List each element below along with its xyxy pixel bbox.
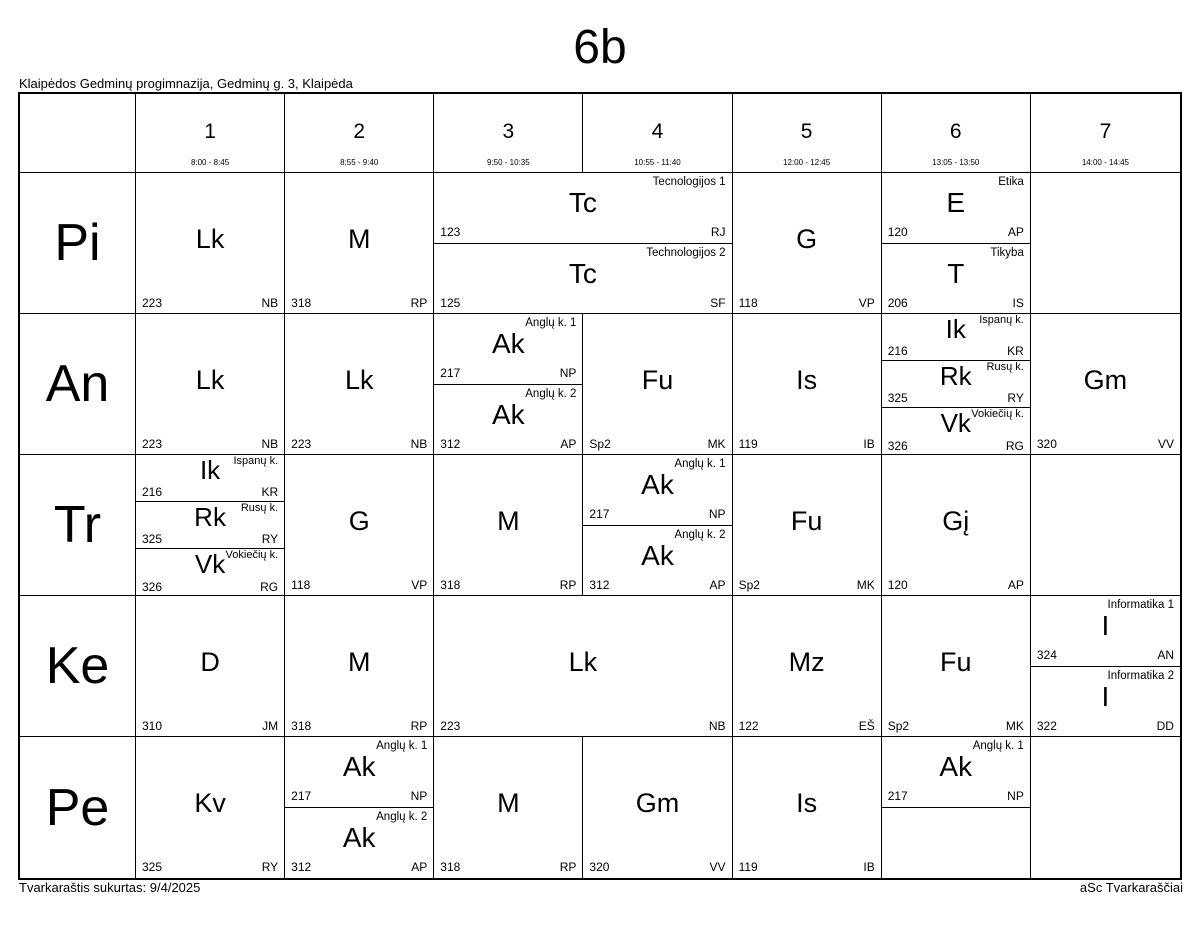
lesson-cell bbox=[882, 737, 1031, 878]
lesson-cell bbox=[136, 173, 285, 314]
subject-code: Is bbox=[796, 787, 818, 818]
period-number: 3 bbox=[502, 120, 515, 143]
room-number: 217 bbox=[291, 788, 312, 803]
lesson-part bbox=[434, 244, 731, 315]
group-name: Tikyba bbox=[990, 246, 1024, 259]
room-number: 216 bbox=[887, 344, 908, 358]
period-header bbox=[1031, 94, 1180, 173]
group-name: Vokiečių k. bbox=[971, 408, 1024, 420]
subject-code: Gį bbox=[942, 505, 970, 536]
teacher-initials: NP bbox=[708, 506, 726, 521]
day-label: Tr bbox=[20, 455, 136, 596]
subject-code: Gm bbox=[635, 787, 680, 818]
corner-cell bbox=[20, 94, 136, 173]
lesson-part bbox=[434, 737, 582, 878]
teacher-initials: AN bbox=[1157, 647, 1174, 662]
teacher-initials: AP bbox=[1007, 578, 1024, 592]
lesson-cell bbox=[583, 737, 732, 878]
room-number: 312 bbox=[589, 578, 610, 592]
room-number: 324 bbox=[1036, 647, 1057, 662]
period-time: 12:00 - 12:45 bbox=[783, 158, 831, 167]
subject-code: Rk bbox=[194, 502, 226, 532]
lesson-cell bbox=[285, 455, 434, 596]
teacher-initials: SF bbox=[710, 296, 726, 310]
period-time: 13:05 - 13:50 bbox=[932, 158, 980, 167]
lesson-part bbox=[1031, 596, 1180, 667]
lesson-part bbox=[136, 737, 284, 878]
room-number: 217 bbox=[440, 365, 461, 380]
lesson-cell bbox=[1031, 596, 1180, 737]
lesson-part bbox=[583, 455, 731, 526]
lesson-part bbox=[434, 173, 731, 244]
room-number: 310 bbox=[142, 719, 163, 733]
teacher-initials: AP bbox=[709, 578, 726, 592]
period-time: 14:00 - 14:45 bbox=[1081, 158, 1129, 167]
lesson-cell bbox=[583, 455, 732, 596]
room-number: 320 bbox=[1036, 437, 1057, 451]
teacher-initials: MK bbox=[707, 437, 726, 451]
subject-code: Lk bbox=[195, 364, 225, 395]
room-number: 326 bbox=[142, 580, 163, 594]
lesson-cell bbox=[882, 596, 1031, 737]
room-number: 312 bbox=[291, 860, 312, 874]
room-number: 318 bbox=[440, 860, 461, 874]
subject-code: I bbox=[1101, 680, 1110, 712]
room-number: 118 bbox=[738, 296, 758, 310]
lesson-part bbox=[733, 173, 881, 314]
lesson-cell bbox=[583, 314, 732, 455]
software-credit: aSc Tvarkaraščiai bbox=[1079, 880, 1183, 895]
lesson-cell bbox=[1031, 737, 1180, 878]
period-header bbox=[434, 94, 583, 173]
teacher-initials: IS bbox=[1012, 296, 1024, 310]
room-number: Sp2 bbox=[589, 437, 611, 451]
page-title: 6b bbox=[573, 21, 627, 74]
lesson-part bbox=[733, 455, 881, 596]
room-number: 318 bbox=[291, 296, 312, 310]
lesson-part bbox=[733, 314, 881, 455]
teacher-initials: VP bbox=[858, 296, 875, 310]
room-number: 119 bbox=[738, 860, 758, 874]
lesson-cell bbox=[136, 596, 285, 737]
created-date: Tvarkaraštis sukurtas: 9/4/2025 bbox=[19, 880, 201, 895]
subject-code: Ak bbox=[492, 398, 525, 430]
group-name: Informatika 1 bbox=[1107, 599, 1174, 611]
lesson-part bbox=[136, 173, 284, 314]
lesson-part bbox=[583, 526, 731, 597]
teacher-initials: DD bbox=[1156, 719, 1174, 733]
room-number: 325 bbox=[142, 860, 163, 874]
group-name: Anglų k. 2 bbox=[674, 528, 726, 541]
group-name: Anglų k. 1 bbox=[674, 458, 726, 470]
lesson-part bbox=[882, 596, 1030, 737]
lesson-part bbox=[285, 455, 433, 596]
lesson-part bbox=[434, 455, 582, 596]
day-label: Ke bbox=[20, 596, 136, 737]
subject-code: Lk bbox=[195, 223, 225, 254]
lesson-cell bbox=[136, 737, 285, 878]
group-name: Anglų k. 2 bbox=[376, 810, 428, 823]
subject-code: Kv bbox=[194, 787, 226, 818]
room-number: 312 bbox=[440, 437, 461, 451]
teacher-initials: KR bbox=[1007, 344, 1024, 358]
lesson-part bbox=[882, 244, 1030, 315]
teacher-initials: RP bbox=[559, 578, 577, 592]
lesson-cell bbox=[882, 455, 1031, 596]
subject-code: M bbox=[347, 223, 371, 254]
teacher-initials: NP bbox=[559, 365, 577, 380]
lesson-part bbox=[882, 737, 1030, 808]
timetable-grid bbox=[18, 92, 1182, 880]
period-header bbox=[882, 94, 1031, 173]
subject-code: Tc bbox=[568, 257, 597, 289]
subject-code: Tc bbox=[568, 187, 597, 218]
group-name: Ispanų k. bbox=[979, 314, 1024, 326]
teacher-initials: IB bbox=[863, 437, 875, 451]
lesson-part bbox=[136, 314, 284, 455]
lesson-cell bbox=[1031, 455, 1180, 596]
period-header bbox=[136, 94, 285, 173]
group-name: Anglų k. 1 bbox=[525, 317, 577, 329]
subject-code: G bbox=[348, 505, 370, 536]
group-name: Ispanų k. bbox=[233, 455, 279, 467]
subject-code: Is bbox=[796, 364, 818, 395]
room-number: 326 bbox=[887, 439, 908, 453]
lesson-cell bbox=[285, 314, 434, 455]
period-header bbox=[285, 94, 434, 173]
group-name: Tecnologijos 1 bbox=[652, 176, 726, 188]
teacher-initials: RY bbox=[261, 532, 279, 546]
group-name: Etika bbox=[998, 176, 1024, 188]
lesson-cell bbox=[285, 173, 434, 314]
lesson-part bbox=[285, 808, 433, 879]
lesson-cell bbox=[136, 455, 285, 596]
teacher-initials: NB bbox=[410, 437, 428, 451]
teacher-initials: NP bbox=[1007, 788, 1024, 803]
lesson-part bbox=[285, 737, 433, 808]
group-name: Informatika 2 bbox=[1107, 669, 1174, 682]
lesson-part bbox=[733, 737, 881, 878]
room-number: 122 bbox=[738, 719, 759, 733]
subject-code: E bbox=[946, 187, 966, 218]
lesson-cell bbox=[882, 173, 1031, 314]
teacher-initials: RP bbox=[559, 860, 577, 874]
room-number: 223 bbox=[142, 437, 163, 451]
room-number: Sp2 bbox=[738, 578, 760, 592]
teacher-initials: AP bbox=[560, 437, 577, 451]
period-time: 8:00 - 8:45 bbox=[190, 158, 230, 167]
lesson-part bbox=[434, 314, 582, 385]
subject-code: Ak bbox=[641, 469, 674, 500]
group-name: Rusų k. bbox=[986, 361, 1024, 373]
teacher-initials: RG bbox=[1005, 439, 1024, 453]
period-time: 8:55 - 9:40 bbox=[340, 158, 379, 167]
lesson-cell bbox=[882, 314, 1031, 455]
room-number: 120 bbox=[887, 578, 908, 592]
lesson-part bbox=[882, 361, 1030, 408]
lesson-cell bbox=[733, 596, 882, 737]
lesson-part bbox=[882, 808, 1030, 879]
subject-code: Mz bbox=[788, 646, 825, 677]
period-number: 6 bbox=[949, 120, 962, 143]
subject-code: Fu bbox=[940, 646, 972, 677]
period-number: 2 bbox=[353, 120, 366, 143]
lesson-part bbox=[583, 314, 731, 455]
lesson-part bbox=[136, 549, 284, 596]
group-name: Vokiečių k. bbox=[225, 549, 279, 561]
room-number: 223 bbox=[291, 437, 312, 451]
subject-code: Ik bbox=[199, 455, 221, 485]
room-number: 206 bbox=[887, 296, 908, 310]
lesson-part bbox=[882, 408, 1030, 455]
subject-code: Vk bbox=[940, 408, 971, 438]
room-number: 217 bbox=[589, 506, 610, 521]
group-name: Anglų k. 2 bbox=[525, 387, 577, 400]
lesson-part bbox=[882, 455, 1030, 596]
teacher-initials: NP bbox=[410, 788, 428, 803]
lesson-cell bbox=[733, 173, 882, 314]
day-label: Pi bbox=[20, 173, 136, 314]
lesson-part bbox=[285, 173, 433, 314]
teacher-initials: VV bbox=[709, 860, 726, 874]
group-name: Technologijos 2 bbox=[646, 246, 726, 259]
lesson-part bbox=[1031, 667, 1180, 738]
group-name: Anglų k. 1 bbox=[972, 740, 1024, 752]
teacher-initials: KR bbox=[261, 485, 279, 499]
lesson-part bbox=[882, 173, 1030, 244]
lesson-part bbox=[434, 385, 582, 456]
teacher-initials: JM bbox=[262, 719, 279, 733]
lesson-part bbox=[136, 455, 284, 502]
subject-code: Ak bbox=[342, 751, 376, 782]
lesson-cell bbox=[733, 314, 882, 455]
lesson-cell bbox=[434, 173, 732, 314]
room-number: 325 bbox=[887, 391, 908, 405]
room-number: 320 bbox=[589, 860, 610, 874]
lesson-cell bbox=[434, 596, 732, 737]
subject-code: Vk bbox=[194, 549, 226, 579]
teacher-initials: NB bbox=[261, 296, 279, 310]
lesson-part bbox=[285, 596, 433, 737]
room-number: 318 bbox=[291, 719, 312, 733]
teacher-initials: RJ bbox=[710, 224, 726, 239]
teacher-initials: AP bbox=[411, 860, 428, 874]
subject-code: Ak bbox=[641, 539, 674, 571]
teacher-initials: NB bbox=[708, 719, 726, 733]
subject-code: D bbox=[200, 646, 220, 677]
teacher-initials: VV bbox=[1157, 437, 1174, 451]
subject-code: Gm bbox=[1083, 364, 1128, 395]
room-number: 120 bbox=[887, 224, 908, 239]
room-number: 322 bbox=[1036, 719, 1057, 733]
lesson-cell bbox=[733, 455, 882, 596]
subject-code: Lk bbox=[344, 364, 374, 395]
subject-code: Fu bbox=[790, 505, 823, 536]
room-number: 123 bbox=[440, 224, 461, 239]
group-name: Rusų k. bbox=[240, 502, 279, 514]
day-label: Pe bbox=[20, 737, 136, 878]
teacher-initials: AP bbox=[1007, 224, 1024, 239]
room-number: 223 bbox=[440, 719, 461, 733]
subject-code: I bbox=[1101, 610, 1110, 641]
lesson-part bbox=[136, 596, 284, 737]
subject-code: Fu bbox=[641, 364, 674, 395]
subject-code: Ak bbox=[939, 751, 973, 782]
lesson-part bbox=[583, 737, 731, 878]
lesson-part bbox=[1031, 314, 1180, 455]
period-time: 10:55 - 11:40 bbox=[634, 158, 681, 167]
group-name: Anglų k. 1 bbox=[376, 740, 428, 752]
subject-code: G bbox=[796, 223, 818, 254]
day-label: An bbox=[20, 314, 136, 455]
lesson-cell bbox=[1031, 173, 1180, 314]
period-number: 4 bbox=[651, 120, 664, 143]
room-number: 119 bbox=[738, 437, 758, 451]
teacher-initials: RP bbox=[410, 296, 428, 310]
lesson-cell bbox=[1031, 314, 1180, 455]
lesson-part bbox=[136, 502, 284, 549]
subject-code: M bbox=[497, 505, 520, 536]
room-number: 318 bbox=[440, 578, 461, 592]
room-number: 325 bbox=[142, 532, 163, 546]
room-number: 223 bbox=[142, 296, 163, 310]
teacher-initials: EŠ bbox=[858, 719, 875, 733]
lesson-cell bbox=[733, 737, 882, 878]
teacher-initials: NB bbox=[261, 437, 279, 451]
subject-code: M bbox=[347, 646, 371, 677]
teacher-initials: MK bbox=[1005, 719, 1024, 733]
subject-code: T bbox=[947, 257, 965, 289]
teacher-initials: RP bbox=[410, 719, 428, 733]
subject-code: Ak bbox=[342, 821, 376, 853]
subject-code: Rk bbox=[939, 361, 972, 391]
period-number: 1 bbox=[204, 120, 216, 143]
teacher-initials: RY bbox=[261, 860, 279, 874]
teacher-initials: MK bbox=[856, 578, 875, 592]
period-header bbox=[733, 94, 882, 173]
period-time: 9:50 - 10:35 bbox=[487, 158, 530, 167]
lesson-part bbox=[285, 314, 433, 455]
room-number: 217 bbox=[887, 788, 908, 803]
lesson-part bbox=[882, 314, 1030, 361]
lesson-cell bbox=[434, 455, 583, 596]
room-number: 125 bbox=[440, 296, 461, 310]
lesson-cell bbox=[434, 737, 583, 878]
teacher-initials: RY bbox=[1007, 391, 1024, 405]
lesson-cell bbox=[136, 314, 285, 455]
subject-code: M bbox=[497, 787, 520, 818]
period-number: 7 bbox=[1099, 120, 1112, 143]
lesson-part bbox=[434, 596, 731, 737]
subject-code: Ak bbox=[492, 328, 525, 359]
teacher-initials: VP bbox=[411, 578, 428, 592]
teacher-initials: IB bbox=[863, 860, 875, 874]
room-number: Sp2 bbox=[887, 719, 910, 733]
room-number: 216 bbox=[142, 485, 163, 499]
period-header bbox=[583, 94, 732, 173]
teacher-initials: RG bbox=[260, 580, 279, 594]
school-address: Klaipėdos Gedminų progimnazija, Gedminų g. 3, Klaipėda bbox=[19, 76, 353, 91]
room-number: 118 bbox=[291, 578, 311, 592]
subject-code: Lk bbox=[568, 646, 598, 677]
lesson-cell bbox=[285, 737, 434, 878]
lesson-part bbox=[733, 596, 881, 737]
lesson-cell bbox=[285, 596, 434, 737]
subject-code: Ik bbox=[945, 314, 966, 344]
period-number: 5 bbox=[800, 120, 813, 143]
lesson-cell bbox=[434, 314, 583, 455]
